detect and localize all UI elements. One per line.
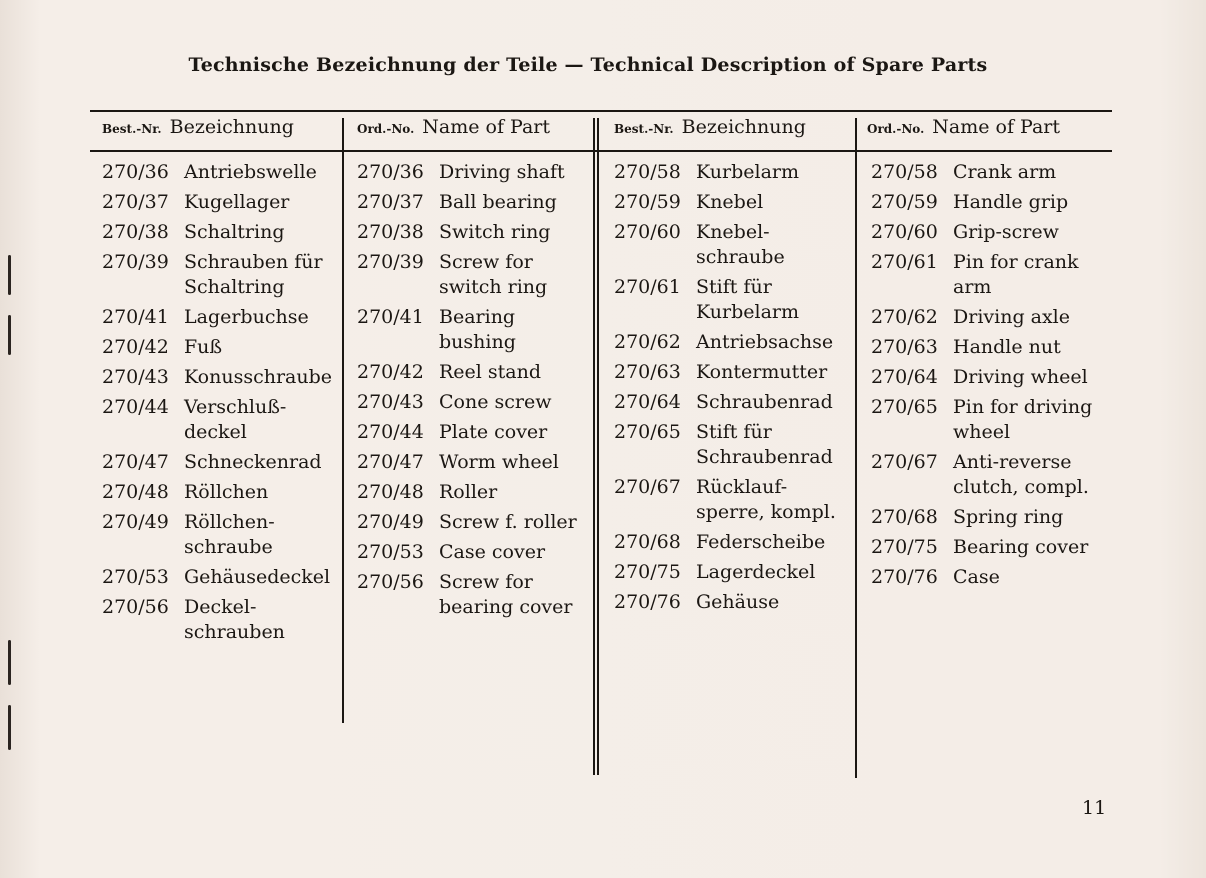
part-number: 270/65	[614, 421, 681, 443]
part-entry	[102, 365, 332, 390]
header-number-label: Best.-Nr.	[102, 122, 162, 136]
part-name: Fuß	[184, 336, 223, 358]
part-entry	[614, 560, 836, 585]
part-number: 270/59	[614, 191, 681, 213]
part-entry	[614, 190, 836, 215]
part-number: 270/65	[871, 396, 938, 418]
header-number-label: Ord.-No.	[357, 122, 415, 136]
part-entry	[357, 250, 577, 300]
part-number: 270/58	[871, 161, 938, 183]
part-name: Kurbelarm	[696, 161, 800, 183]
part-number: 270/67	[614, 476, 681, 498]
part-number: 270/61	[871, 251, 938, 273]
part-entry	[102, 305, 332, 330]
part-name: Kontermutter	[696, 361, 828, 383]
part-number: 270/63	[614, 361, 681, 383]
part-number: 270/37	[357, 191, 424, 213]
part-name: Spring ring	[953, 506, 1064, 528]
part-name: Gehäuse	[696, 591, 780, 613]
part-name: Reel stand	[439, 361, 542, 383]
parts-column-english	[357, 160, 577, 625]
column-divider	[342, 118, 344, 723]
part-name: Deckel- schrauben	[184, 596, 285, 643]
part-name: Ball bearing	[439, 191, 557, 213]
part-name: Worm wheel	[439, 451, 559, 473]
part-number: 270/62	[614, 331, 681, 353]
part-name: Schraubenrad	[696, 391, 833, 413]
table-top-rule	[90, 110, 1112, 112]
part-name: Röllchen- schraube	[184, 511, 275, 558]
part-entry	[871, 305, 1092, 330]
part-entry	[357, 305, 577, 355]
part-number: 270/49	[102, 511, 169, 533]
part-entry	[614, 330, 836, 355]
part-number: 270/43	[102, 366, 169, 388]
part-name: Schaltring	[184, 221, 285, 243]
column-divider	[855, 118, 857, 778]
header-number-label: Ord.-No.	[867, 122, 925, 136]
part-entry	[357, 570, 577, 620]
binding-mark	[8, 315, 11, 355]
part-name: Röllchen	[184, 481, 269, 503]
part-name: Roller	[439, 481, 498, 503]
part-number: 270/44	[357, 421, 424, 443]
part-entry	[871, 395, 1092, 445]
part-name: Federscheibe	[696, 531, 826, 553]
part-number: 270/63	[871, 336, 938, 358]
part-name: Bearing cover	[953, 536, 1089, 558]
part-name: Verschluß- deckel	[184, 396, 287, 443]
part-entry	[614, 160, 836, 185]
part-entry	[357, 160, 577, 185]
part-entry	[102, 220, 332, 245]
part-entry	[102, 595, 332, 645]
part-name: Plate cover	[439, 421, 548, 443]
part-name: Case cover	[439, 541, 546, 563]
header-name-label: Bezeichnung	[681, 116, 806, 138]
part-number: 270/64	[871, 366, 938, 388]
part-entry	[614, 390, 836, 415]
part-name: Driving shaft	[439, 161, 565, 183]
part-number: 270/36	[357, 161, 424, 183]
part-number: 270/36	[102, 161, 169, 183]
part-name: Schrauben für Schaltring	[184, 251, 323, 298]
part-number: 270/48	[357, 481, 424, 503]
parts-column-english	[871, 160, 1092, 595]
part-name: Lagerdeckel	[696, 561, 816, 583]
part-name: Knebel	[696, 191, 764, 213]
part-entry	[871, 535, 1092, 560]
part-number: 270/59	[871, 191, 938, 213]
part-entry	[871, 565, 1092, 590]
part-entry	[871, 220, 1092, 245]
part-number: 270/53	[357, 541, 424, 563]
part-entry	[102, 510, 332, 560]
part-name: Pin for driving wheel	[953, 396, 1093, 443]
part-name: Stift für Kurbelarm	[696, 276, 800, 323]
part-number: 270/49	[357, 511, 424, 533]
part-number: 270/60	[871, 221, 938, 243]
header-name-label: Name of Part	[422, 116, 551, 138]
binding-mark	[8, 705, 11, 750]
part-number: 270/38	[357, 221, 424, 243]
part-entry	[102, 450, 332, 475]
header-name-label: Name of Part	[932, 116, 1061, 138]
part-entry	[357, 420, 577, 445]
column-header	[614, 116, 806, 138]
part-number: 270/60	[614, 221, 681, 243]
part-entry	[357, 450, 577, 475]
part-name: Handle nut	[953, 336, 1061, 358]
column-header	[357, 116, 550, 138]
part-name: Schneckenrad	[184, 451, 322, 473]
page-title: Technische Bezeichnung der Teile — Technical Description of Spare Parts	[188, 54, 988, 76]
part-name: Case	[953, 566, 1000, 588]
part-number: 270/42	[357, 361, 424, 383]
part-entry	[614, 360, 836, 385]
part-number: 270/75	[871, 536, 938, 558]
part-name: Bearing bushing	[439, 306, 516, 353]
part-name: Knebel- schraube	[696, 221, 785, 268]
part-name: Screw f. roller	[439, 511, 577, 533]
part-name: Crank arm	[953, 161, 1057, 183]
part-entry	[102, 190, 332, 215]
page-number: 11	[1082, 797, 1107, 819]
part-name: Driving axle	[953, 306, 1071, 328]
column-divider	[597, 118, 599, 775]
part-number: 270/43	[357, 391, 424, 413]
part-name: Rücklauf- sperre, kompl.	[696, 476, 836, 523]
part-number: 270/41	[357, 306, 424, 328]
part-number: 270/76	[871, 566, 938, 588]
part-entry	[357, 480, 577, 505]
part-number: 270/47	[102, 451, 169, 473]
column-divider	[593, 118, 595, 775]
part-name: Switch ring	[439, 221, 551, 243]
part-number: 270/56	[102, 596, 169, 618]
part-name: Kugellager	[184, 191, 290, 213]
part-number: 270/64	[614, 391, 681, 413]
part-name: Lagerbuchse	[184, 306, 309, 328]
part-name: Konusschraube	[184, 366, 333, 388]
part-number: 270/76	[614, 591, 681, 613]
part-entry	[871, 365, 1092, 390]
part-number: 270/39	[357, 251, 424, 273]
part-entry	[357, 510, 577, 535]
part-entry	[357, 220, 577, 245]
part-name: Antriebswelle	[184, 161, 317, 183]
part-entry	[614, 590, 836, 615]
part-entry	[614, 530, 836, 555]
part-entry	[102, 160, 332, 185]
part-name: Stift für Schraubenrad	[696, 421, 833, 468]
part-name: Screw for switch ring	[439, 251, 548, 298]
part-entry	[614, 275, 836, 325]
part-name: Handle grip	[953, 191, 1069, 213]
part-name: Driving wheel	[953, 366, 1088, 388]
part-number: 270/37	[102, 191, 169, 213]
part-entry	[357, 190, 577, 215]
part-name: Anti-reverse clutch, compl.	[953, 451, 1089, 498]
header-name-label: Bezeichnung	[169, 116, 294, 138]
part-entry	[102, 480, 332, 505]
part-entry	[357, 360, 577, 385]
part-number: 270/42	[102, 336, 169, 358]
part-entry	[871, 335, 1092, 360]
part-entry	[614, 220, 836, 270]
part-entry	[357, 540, 577, 565]
part-name: Antriebsachse	[696, 331, 834, 353]
part-entry	[357, 390, 577, 415]
part-number: 270/56	[357, 571, 424, 593]
part-entry	[871, 250, 1092, 300]
part-name: Grip-screw	[953, 221, 1059, 243]
column-header	[102, 116, 294, 138]
column-header	[867, 116, 1060, 138]
part-number: 270/68	[871, 506, 938, 528]
part-entry	[102, 250, 332, 300]
part-entry	[614, 475, 836, 525]
part-entry	[102, 395, 332, 445]
part-entry	[102, 565, 332, 590]
part-number: 270/58	[614, 161, 681, 183]
part-number: 270/39	[102, 251, 169, 273]
binding-mark	[8, 640, 11, 685]
part-name: Cone screw	[439, 391, 552, 413]
binding-mark	[8, 255, 11, 295]
part-name: Gehäusedeckel	[184, 566, 331, 588]
part-name: Pin for crank arm	[953, 251, 1079, 298]
part-entry	[871, 160, 1092, 185]
part-number: 270/44	[102, 396, 169, 418]
part-number: 270/47	[357, 451, 424, 473]
table-header-rule	[90, 150, 1112, 152]
part-entry	[102, 335, 332, 360]
parts-column-german	[102, 160, 332, 650]
part-name: Screw for bearing cover	[439, 571, 573, 618]
part-number: 270/68	[614, 531, 681, 553]
part-number: 270/62	[871, 306, 938, 328]
part-number: 270/38	[102, 221, 169, 243]
part-number: 270/67	[871, 451, 938, 473]
part-entry	[871, 450, 1092, 500]
part-entry	[871, 190, 1092, 215]
part-number: 270/75	[614, 561, 681, 583]
part-entry	[871, 505, 1092, 530]
parts-column-german	[614, 160, 836, 620]
part-number: 270/61	[614, 276, 681, 298]
part-number: 270/48	[102, 481, 169, 503]
part-number: 270/41	[102, 306, 169, 328]
part-number: 270/53	[102, 566, 169, 588]
part-entry	[614, 420, 836, 470]
header-number-label: Best.-Nr.	[614, 122, 674, 136]
